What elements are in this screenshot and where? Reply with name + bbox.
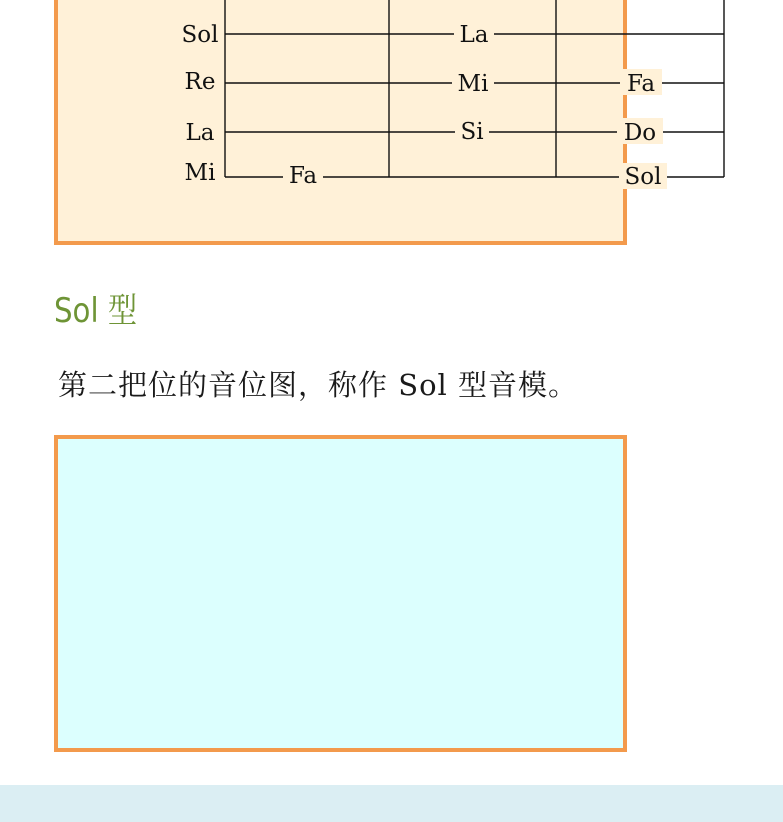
note-label: Si <box>460 119 484 145</box>
fret-diagram-sol-shape <box>54 435 627 752</box>
fret-diagram-1-svg <box>58 0 662 249</box>
footer-band <box>0 785 783 822</box>
note-label: Fa <box>288 163 318 189</box>
note-label: Mi <box>457 71 489 97</box>
note-label: Sol <box>624 164 662 190</box>
fret-diagram-2-svg <box>58 439 631 756</box>
note-label: Do <box>623 120 657 146</box>
note-label: Fa <box>626 71 656 97</box>
section-title: Sol 型 <box>54 291 138 331</box>
string-label: Mi <box>184 160 216 186</box>
section-description: 第二把位的音位图，称作 Sol 型音模。 <box>58 368 579 402</box>
string-label: Re <box>184 69 216 95</box>
note-label: La <box>459 22 489 48</box>
fret-diagram-do-shape <box>54 0 662 245</box>
string-label: La <box>185 120 215 146</box>
string-label: Sol <box>181 22 219 48</box>
